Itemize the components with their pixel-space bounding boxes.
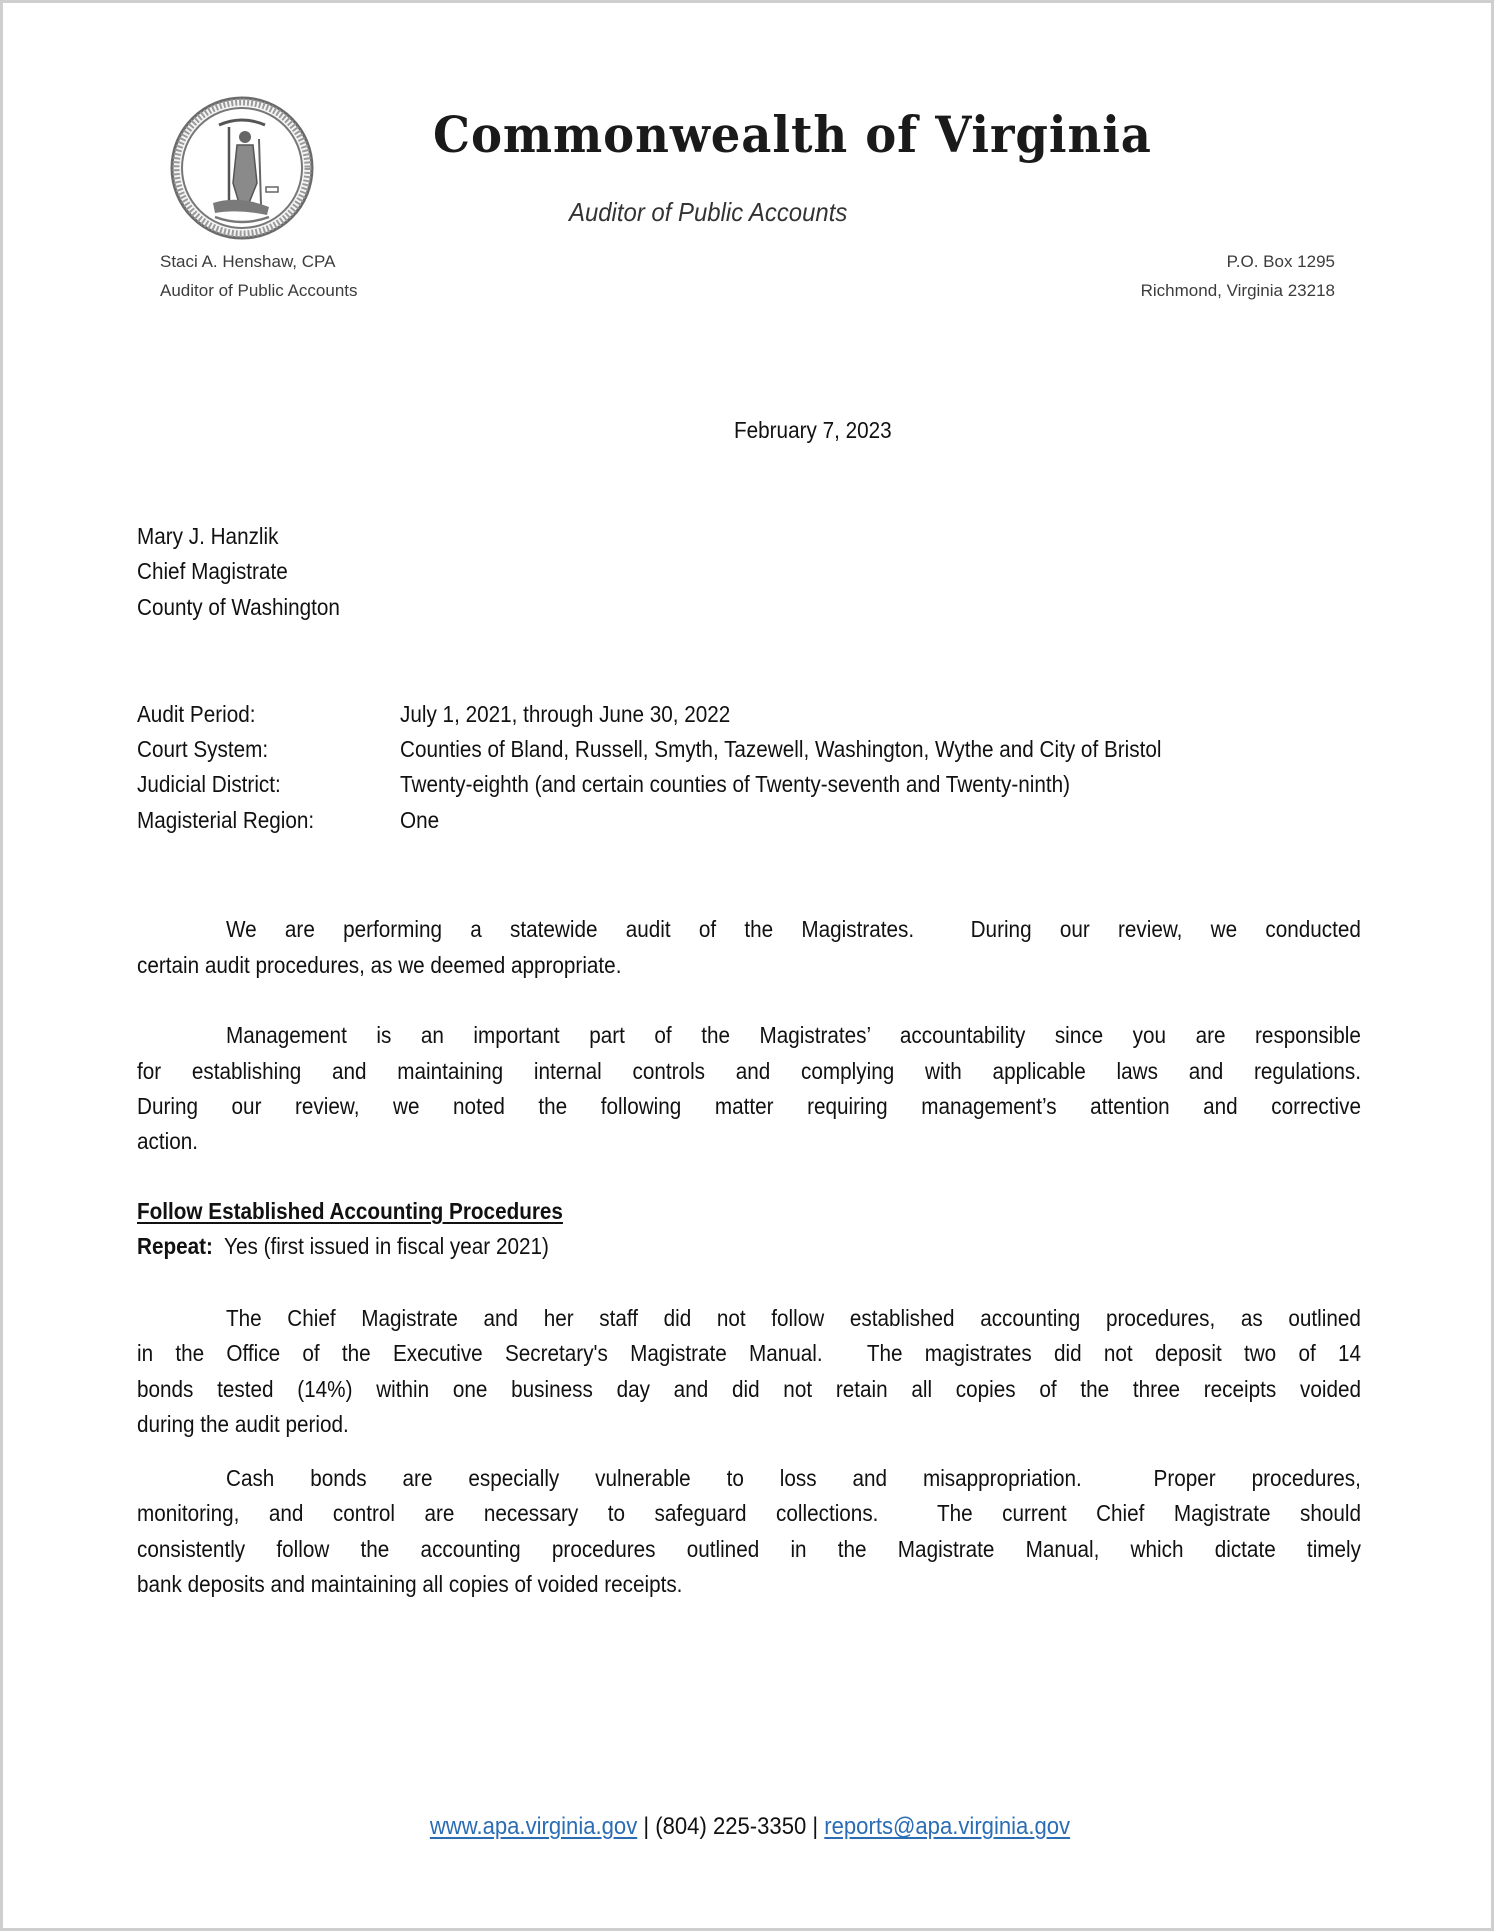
repeat-label: Repeat: (137, 1233, 213, 1259)
paragraph-line: in the Office of the Executive Secretary's Magistrate Manual. The magistrates did not deposit two of 14 (137, 1340, 1361, 1366)
virginia-seal-icon (169, 95, 315, 241)
paragraph-line: bank deposits and maintaining all copies of voided receipts. (137, 1571, 683, 1597)
paragraph-line: The Chief Magistrate and her staff did not follow established accounting procedures, as outlined (226, 1305, 1361, 1331)
footer-separator: | (812, 1813, 819, 1840)
paragraph-line: Management is an important part of the Magistrates’ accountability since you are responsible (226, 1022, 1361, 1048)
finding-heading: Follow Established Accounting Procedures (137, 1198, 563, 1224)
footer (3, 1809, 1494, 1845)
magisterial-region-label: Magisterial Region: (137, 807, 315, 833)
repeat-value: Yes (first issued in fiscal year 2021) (224, 1233, 549, 1259)
judicial-district-value: Twenty-eighth (and certain counties of Twenty-seventh and Twenty-ninth) (400, 771, 1071, 797)
court-system-value: Counties of Bland, Russell, Smyth, Tazewell, Washington, Wythe and City of Bristol (400, 736, 1162, 762)
paragraph-line: bonds tested (14%) within one business day and did not retain all copies of the three receipts voided (137, 1376, 1361, 1402)
paragraph-line: During our review, we noted the following matter requiring management’s attention and corrective (137, 1093, 1361, 1119)
paragraph-line: consistently follow the accounting procedures outlined in the Magistrate Manual, which dictate timely (137, 1536, 1361, 1562)
paragraph-line: monitoring, and control are necessary to safeguard collections. The current Chief Magistrate should (137, 1500, 1361, 1526)
website-link[interactable]: www.apa.virginia.gov (429, 1813, 638, 1840)
paragraph-line: during the audit period. (137, 1411, 349, 1437)
letterhead-title: Commonwealth of Virginia (433, 105, 1152, 164)
audit-period-value: July 1, 2021, through June 30, 2022 (400, 701, 731, 727)
signatory-title: Auditor of Public Accounts (160, 281, 358, 300)
recipient-title: Chief Magistrate (137, 558, 288, 584)
audit-period-label: Audit Period: (137, 701, 256, 727)
letterhead-subtitle: Auditor of Public Accounts (569, 197, 848, 227)
paragraph-line: action. (137, 1128, 198, 1154)
signatory-block (160, 247, 358, 305)
paragraph-line: for establishing and maintaining internal controls and complying with applicable laws and regulations. (137, 1058, 1361, 1084)
court-system-label: Court System: (137, 736, 269, 762)
address-line-2: Richmond, Virginia 23218 (1140, 281, 1335, 300)
signatory-name: Staci A. Henshaw, CPA (160, 252, 336, 271)
paragraph-line: We are performing a statewide audit of the Magistrates. During our review, we conducted (226, 916, 1361, 942)
repeat-status (137, 1229, 549, 1265)
phone-number: (804) 225-3350 (655, 1813, 807, 1840)
judicial-district-label: Judicial District: (137, 771, 281, 797)
paragraph-line: Cash bonds are especially vulnerable to loss and misappropriation. Proper procedures, (226, 1465, 1361, 1491)
letter-date: February 7, 2023 (734, 417, 892, 443)
paragraph-line: certain audit procedures, as we deemed appropriate. (137, 952, 622, 978)
recipient-organization: County of Washington (137, 594, 340, 620)
recipient-name: Mary J. Hanzlik (137, 523, 279, 549)
email-link[interactable]: reports@apa.virginia.gov (824, 1813, 1071, 1840)
magisterial-region-value: One (400, 807, 440, 833)
footer-separator: | (643, 1813, 650, 1840)
address-line-1: P.O. Box 1295 (1226, 252, 1335, 271)
mailing-address (1141, 247, 1335, 305)
